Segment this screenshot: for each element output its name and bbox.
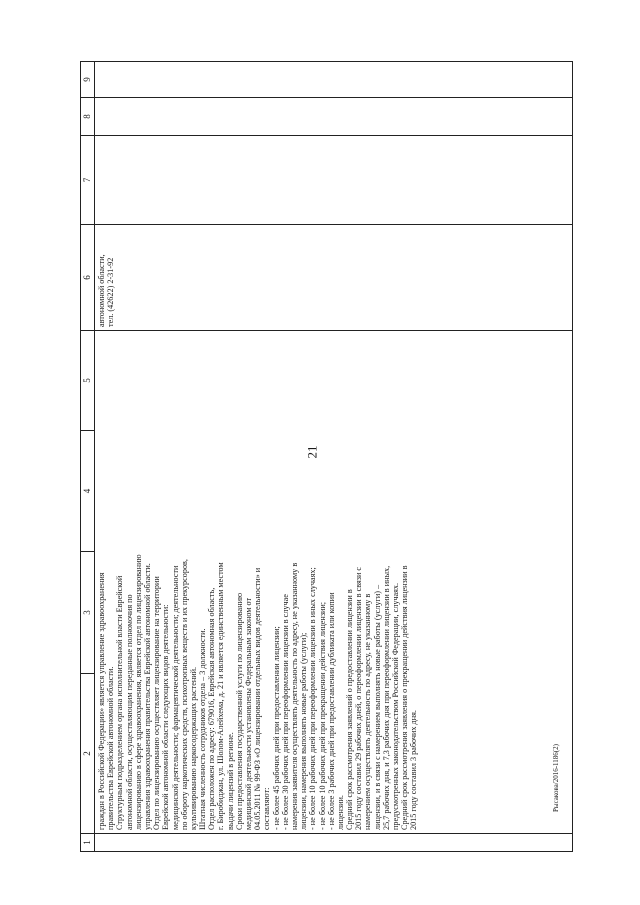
description-line: Еврейской автономной области следующих видов деятельности: <box>161 604 171 830</box>
description-line: намерения заявителя осуществлять деятельность по адресу, не указанному в <box>289 562 299 830</box>
cell-col7 <box>95 136 573 225</box>
description-line: 25,7 рабочих дня, и 7,3 рабочих дня при переоформлении лицензии в иных, <box>381 565 391 830</box>
description-line: предусмотренных законодательством Российской Федерации, случаях. <box>391 582 400 830</box>
description-line: г. Биробиджан, ул. Шолом-Алейхема, д. 21 и является единственным местом <box>216 562 226 830</box>
description-line: составляют: <box>262 787 272 830</box>
description-line: граждан в Российской Федерации» является управление здравоохранения <box>97 572 106 830</box>
header-cell-5: 5 <box>81 331 95 431</box>
description-line: - не более 3 рабочих дней при предоставлении дубликата или копии <box>326 592 336 830</box>
description-line: - не более 30 рабочих дней при переоформлении лицензии в случае <box>280 594 290 830</box>
table-row <box>95 62 573 852</box>
description-line: лицензированию в сфере здравоохранения, является отдел по лицензированию <box>133 554 143 830</box>
description-line: медицинской деятельности установлены Федеральным законом от <box>244 597 253 830</box>
contact-line: автономной области, <box>97 254 106 327</box>
description-line: - не более 10 рабочих дней при прекращении действия лицензии; <box>317 601 327 830</box>
description-line: по обороту наркотических средств, психотропных веществ и их прекурсоров, <box>179 559 189 830</box>
description-line: 2015 году составил 3 рабочих дня. <box>409 710 419 830</box>
description-line: лицензии, и в связи с намерением выполнять новые работы (услуги) – <box>372 584 382 830</box>
description-line: медицинской деятельности; фармацевтической деятельности; деятельности <box>170 565 180 830</box>
license-info-table <box>80 61 573 852</box>
description-line: Средний срок рассмотрения заявлений о предоставлении лицензии в <box>345 589 355 830</box>
description-text <box>97 334 419 830</box>
description-line: управления здравоохранения правительства Еврейской автономной области. <box>142 563 152 830</box>
table-header-row <box>81 62 95 852</box>
cell-description <box>95 331 573 834</box>
header-cell-1: 1 <box>81 834 95 852</box>
header-cell-4: 4 <box>81 431 95 552</box>
header-cell-8: 8 <box>81 98 95 136</box>
description-line: Структурным подразделением органа исполнительной власти Еврейской <box>115 575 125 830</box>
rotated-table-wrapper <box>80 62 573 852</box>
header-cell-3: 3 <box>81 552 95 674</box>
description-line: Средний срок рассмотрения заявления о прекращении действия лицензии в <box>400 565 410 830</box>
description-line: - не более 45 рабочих дней при предоставлении лицензии; <box>271 626 281 830</box>
description-line: правительства Еврейской автономной области. <box>106 666 116 830</box>
contact-line: тел. (42622) 2-31-92 <box>106 257 116 327</box>
header-cell-6: 6 <box>81 225 95 331</box>
description-line: 04.05.2011 № 99-ФЗ «О лицензировании отдельных видов деятельности» и <box>253 567 263 830</box>
description-line: намерением осуществлять деятельность по адресу, не указанному в <box>363 593 373 830</box>
description-line: - не более 10 рабочих дней при переоформлении лицензии в иных случаях; <box>308 567 318 830</box>
description-line: автономной области, осуществляющим переданные полномочия по <box>124 594 134 830</box>
header-cell-2: 2 <box>81 674 95 834</box>
description-line: культивированию наркосодержащих растений. <box>188 666 198 830</box>
cell-col9 <box>95 62 573 98</box>
description-line: Отдел по лицензированию осуществляет лицензирование на территории <box>152 576 162 830</box>
contact-text <box>97 228 115 327</box>
description-line: Отдел расположен по адресу: 679016, Еврейская автономная область, <box>207 587 217 830</box>
description-line: лицензии, намерения выполнять новые работы (услуги); <box>299 632 309 830</box>
page-number: 21 <box>304 445 320 459</box>
description-line: Штатная численность сотрудников отдела – 3 должности. <box>198 628 208 830</box>
header-cell-7: 7 <box>81 136 95 225</box>
header-cell-9: 9 <box>81 62 95 98</box>
cell-col8 <box>95 98 573 136</box>
footer-code: Рысакова/2016-1186(2) <box>552 744 560 812</box>
cell-col1 <box>95 834 573 852</box>
description-line: лицензии. <box>335 795 345 830</box>
description-line: выдачи лицензий в регионе. <box>225 732 235 830</box>
description-line: Сроки предоставления государственной услуги по лицензированию <box>234 592 244 830</box>
cell-contacts <box>95 225 573 331</box>
description-line: 2015 году составил 29 рабочих дней, о переоформлении лицензии в связи с <box>354 566 364 830</box>
